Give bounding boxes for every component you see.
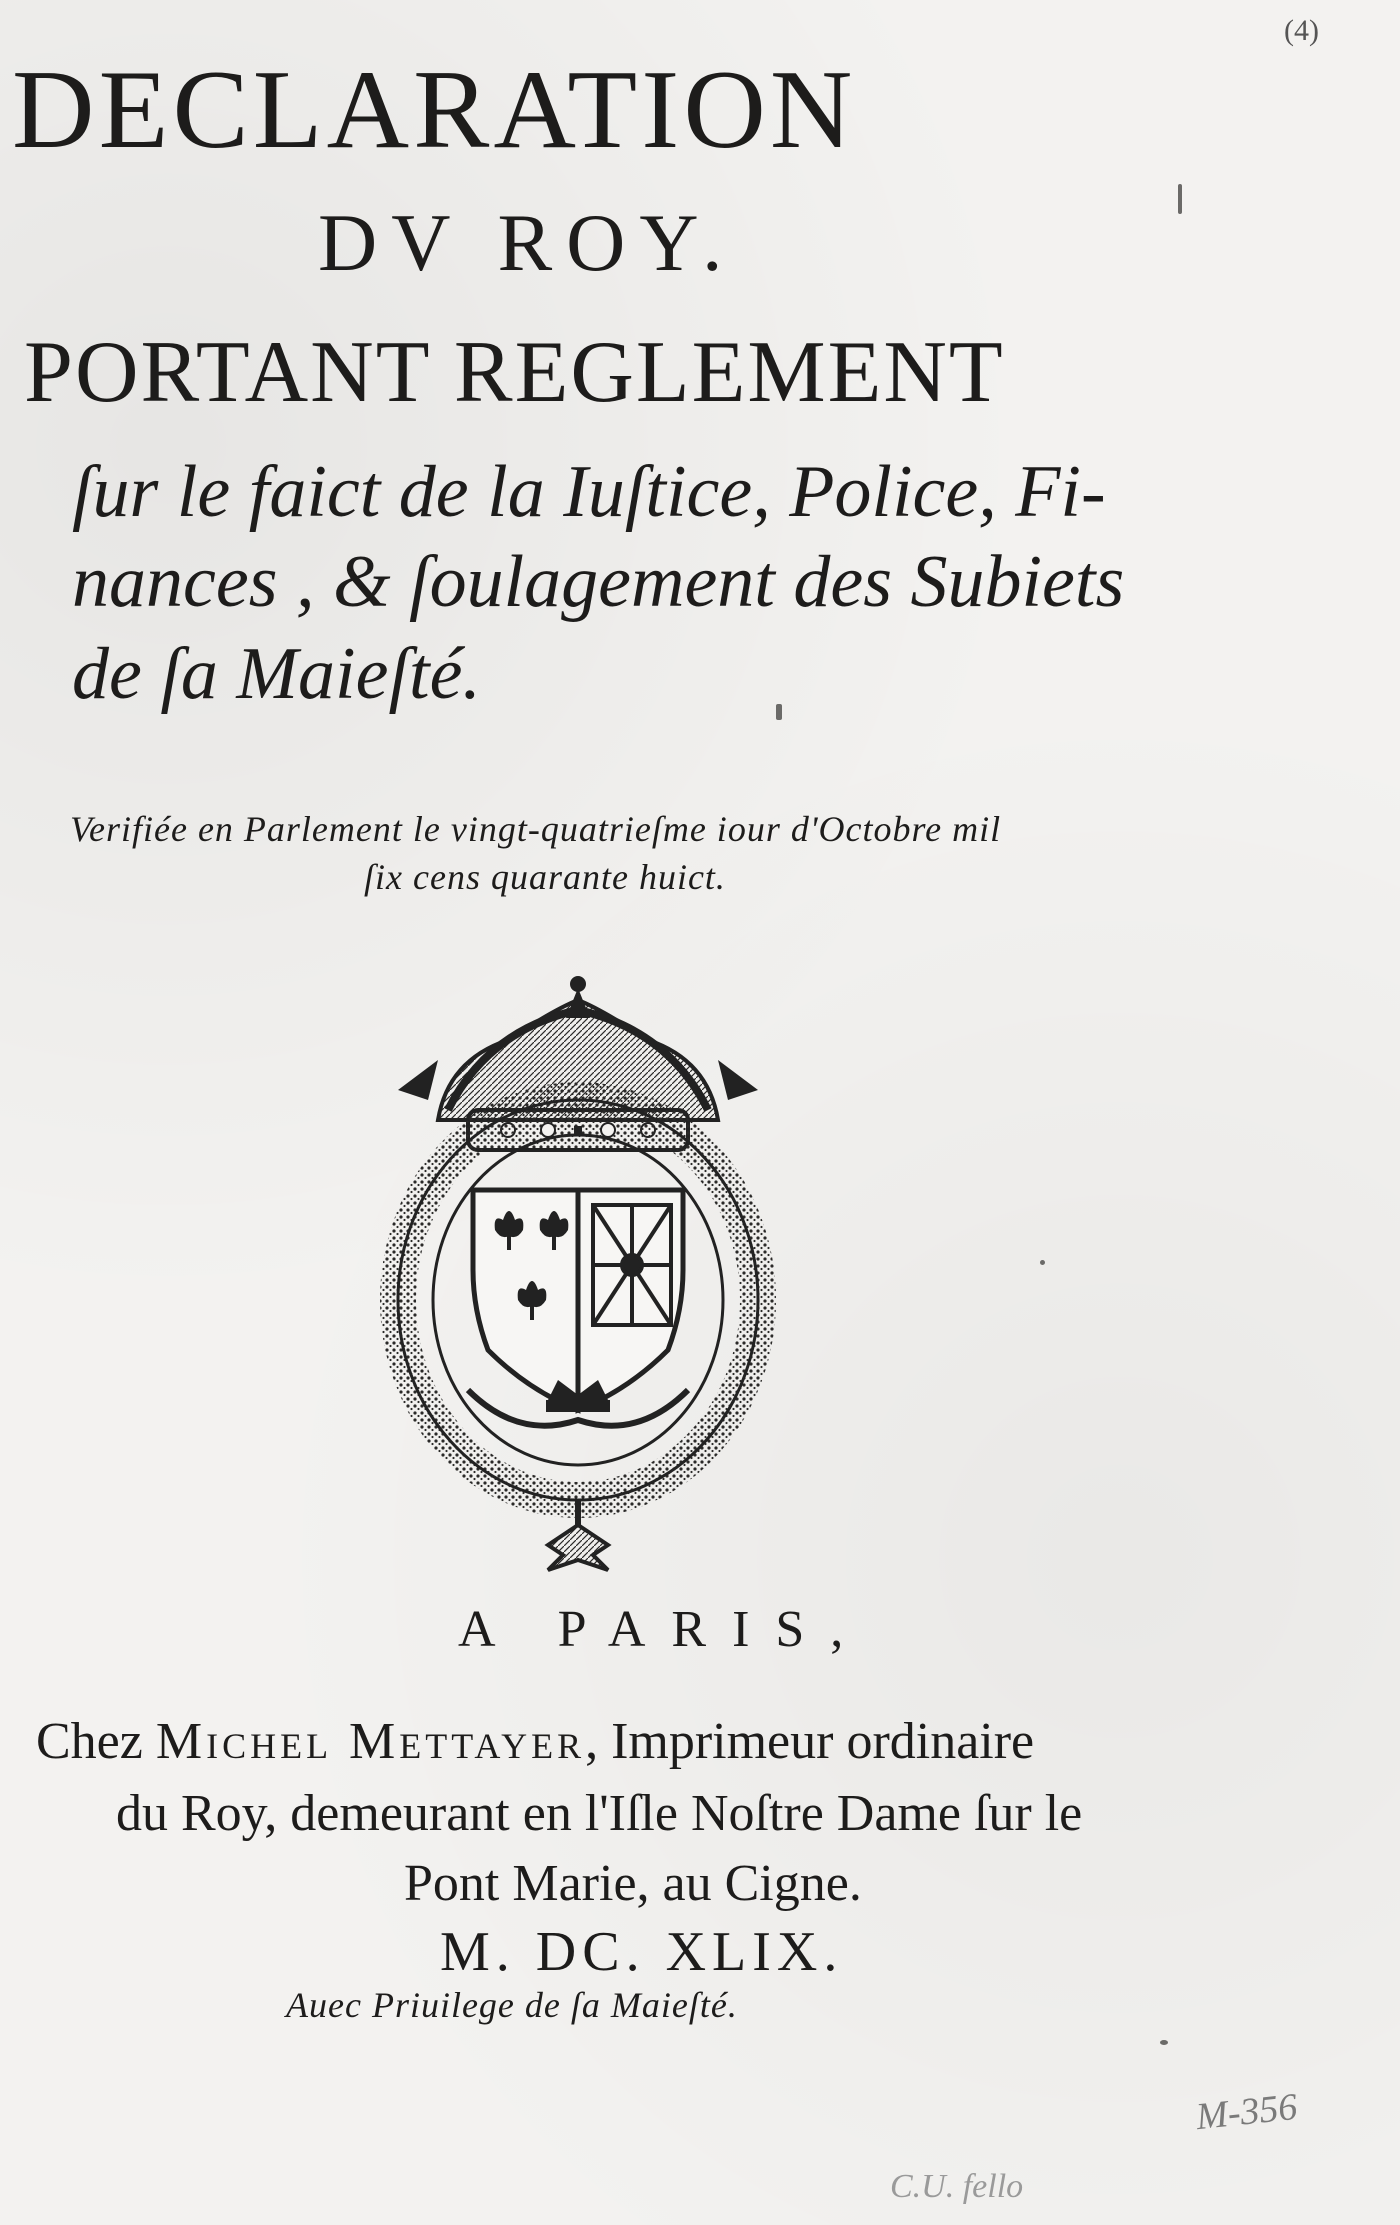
publisher-name: Michel Mettayer <box>155 1713 586 1770</box>
imprint-place: A PARIS, <box>458 1601 870 1658</box>
privilege-note: Auec Priuilege de ſa Maieſté. <box>286 1985 738 2025</box>
publisher-title: , Imprimeur ordinaire <box>585 1713 1035 1770</box>
description-line: nances , & ſoulagement des Subiets <box>72 541 1125 623</box>
publisher-address-line: du Roy, demeurant en l'Iſle Noſtre Dame ſur le <box>116 1785 1083 1842</box>
scan-speck <box>1040 1260 1045 1265</box>
verification-line: Verifiée en Parlement le vingt-quatrieſme iour d'Octobre mil <box>70 809 1002 849</box>
verification-line: ſix cens quarante huict. <box>364 857 726 897</box>
document-heading: PORTANT REGLEMENT <box>24 324 1005 421</box>
description-line: de ſa Maieſté. <box>72 633 481 715</box>
publisher-line <box>36 1712 1034 1771</box>
handwritten-note: C.U. fello <box>890 2168 1024 2205</box>
description-line: ſur le faict de la Iuſtice, Police, Fi- <box>72 451 1106 533</box>
crown-icon <box>398 976 758 1150</box>
scan-speck <box>1178 184 1182 214</box>
royal-coat-of-arms-emblem <box>378 970 818 1580</box>
margin-mark: (4) <box>1284 14 1319 47</box>
document-title: DECLARATION <box>12 48 857 172</box>
scan-speck <box>1160 2040 1168 2045</box>
handwritten-shelfmark: M-356 <box>1194 2085 1300 2139</box>
publication-date: M. DC. XLIX. <box>440 1921 844 1983</box>
publisher-prefix: Chez <box>36 1713 156 1770</box>
document-subtitle: DV ROY. <box>318 197 737 288</box>
scan-speck <box>776 704 782 720</box>
navarre-chains-icon <box>593 1205 671 1325</box>
publisher-sign-line: Pont Marie, au Cigne. <box>404 1855 862 1912</box>
